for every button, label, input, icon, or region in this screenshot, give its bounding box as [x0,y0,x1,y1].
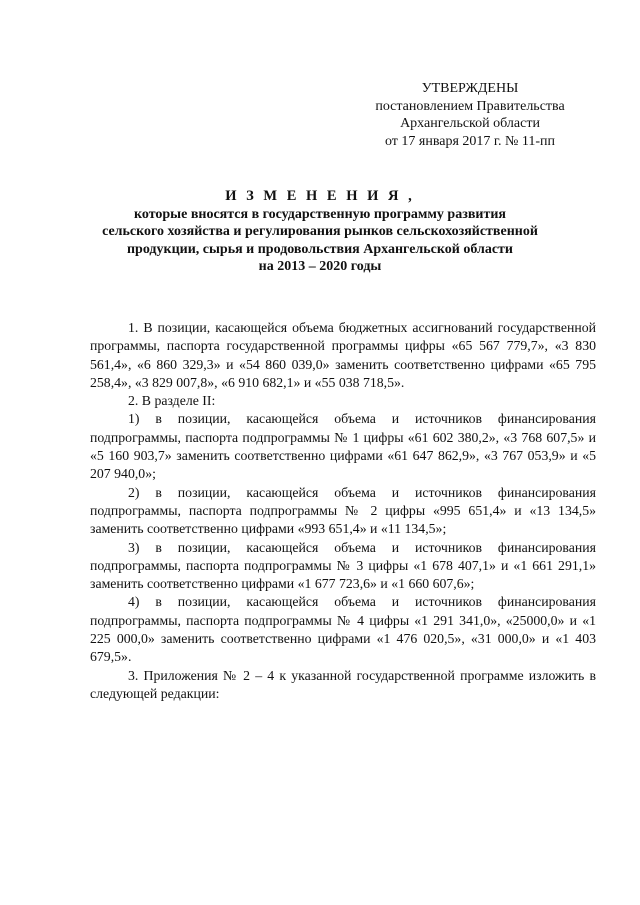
title-heading: И З М Е Н Е Н И Я , [225,188,415,204]
approval-label: УТВЕРЖДЕНЫ [421,81,519,96]
approval-stamp [330,80,610,150]
title-line-3: продукции, сырья и продовольствия Архангельской области [126,241,514,257]
paragraph-3: 3. Приложения № 2 – 4 к указанной государственной программе изложить в следующей редакции: [90,667,596,701]
paragraph-2: 2. В разделе II: [128,393,216,409]
paragraph-2-1: 1) в позиции, касающейся объема и источников финансирования подпрограммы, паспорта подпрограммы № 1 цифры «61 602 380,2», «3 768 607,5» и «5 160 903,7» заменить соответственно цифрами «61 647 862,9», «3 767 053,9» и «5 207 940,0»; [90,411,596,482]
approval-region: Архангельской области [400,116,540,131]
title-line-4: на 2013 – 2020 годы [258,259,382,274]
paragraph-2-4: 4) в позиции, касающейся объема и источников финансирования подпрограммы, паспорта подпрограммы № 4 цифры «1 291 341,0», «25000,0» и «1 225 000,0» заменить соответственно цифрами «1 476 020,5», «31 000,0» и «1 403 679,5». [90,594,596,665]
paragraph-2-2: 2) в позиции, касающейся объема и источников финансирования подпрограммы, паспорта подпрограммы № 2 цифры «995 651,4» и «13 134,5» заменить соответственно цифрами «993 651,4» и «11 134,5»; [90,484,596,537]
paragraph-1: 1. В позиции, касающейся объема бюджетных ассигнований государственной программы, паспорта государственной программы цифры «65 567 779,7», «3 830 561,4», «6 860 329,3» и «54 860 039,0» заменить соответственно цифрами «65 795 258,4», «3 829 007,8», «6 910 682,1» и «55 038 718,5». [90,320,596,390]
document-body [90,319,596,703]
paragraph-2-3: 3) в позиции, касающейся объема и источников финансирования подпрограммы, паспорта подпрограммы № 3 цифры «1 678 407,1» и «1 661 291,1» заменить соответственно цифрами «1 677 723,6» и «1 660 607,6»; [90,539,596,592]
approval-date: от 17 января 2017 г. № 11-пп [384,133,556,149]
title-line-2: сельского хозяйства и регулирования рынков сельскохозяйственной [102,224,538,239]
title-line-1: которые вносятся в государственную программу развития [134,206,506,222]
approval-authority: постановлением Правительства [375,98,565,114]
document-title [60,188,580,276]
